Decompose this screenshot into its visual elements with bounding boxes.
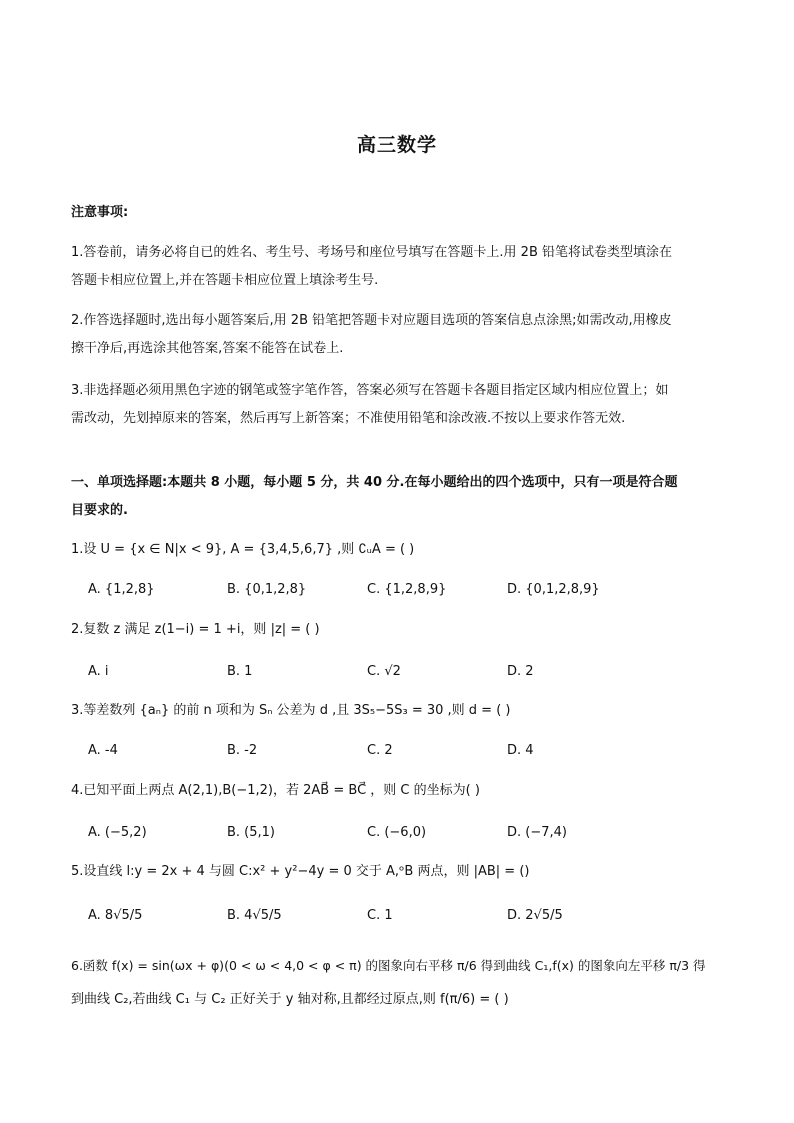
notes-heading: 注意事项:: [71, 205, 129, 220]
q4-option-c: C. (−6,0): [367, 825, 427, 840]
question-2-stem: 2.复数 z 满足 z(1−i) = 1 +i，则 |z| = ( ): [71, 622, 320, 637]
question-6-stem-line-1: 6.函数 f(x) = sin(ωx + φ)(0 < ω < 4,0 < φ < π) 的图象向右平移 π/6 得到曲线 C₁,f(x) 的图象向左平移 π/3 得: [71, 958, 706, 973]
q1-option-d: D. {0,1,2,8,9}: [507, 582, 600, 597]
note-2-line-1: 2.作答选择题时,选出每小题答案后,用 2B 铅笔把答题卡对应题目选项的答案信息点涂黑;如需改动,用橡皮: [71, 313, 672, 328]
q3-option-b: B. -2: [227, 743, 258, 758]
note-3-line-2: 需改动，先划掉原来的答案，然后再写上新答案；不准使用铅笔和涂改液.不按以上要求作答无效.: [71, 411, 626, 426]
question-6-stem-line-2: 到曲线 C₂,若曲线 C₁ 与 C₂ 正好关于 y 轴对称,且都经过原点,则 f(π/6) = ( ): [71, 992, 509, 1007]
page-title: 高三数学: [356, 134, 437, 156]
q1-option-c: C. {1,2,8,9}: [367, 582, 447, 597]
question-5-stem: 5.设直线 l:y = 2x + 4 与圆 C:x² + y²−4y = 0 交于 A,ᵒB 两点，则 |AB| = (): [71, 864, 530, 879]
q4-option-a: A. (−5,2): [88, 825, 147, 840]
q5-option-a: A. 8√5/5: [88, 908, 143, 923]
question-1-stem: 1.设 U = {x ∈ N|x < 9}, A = {3,4,5,6,7} ,则 ∁ᵤA = ( ): [71, 542, 415, 557]
note-1-line-2: 答题卡相应位置上,并在答题卡相应位置上填涂考生号.: [71, 273, 379, 288]
q3-option-d: D. 4: [507, 743, 534, 758]
q3-option-c: C. 2: [367, 743, 393, 758]
q3-option-a: A. -4: [88, 743, 118, 758]
q1-option-a: A. {1,2,8}: [88, 582, 155, 597]
q2-option-d: D. 2: [507, 664, 534, 679]
q1-option-b: B. {0,1,2,8}: [227, 582, 307, 597]
q2-option-b: B. 1: [227, 664, 253, 679]
q4-option-d: D. (−7,4): [507, 825, 567, 840]
note-2-line-2: 擦干净后,再选涂其他答案,答案不能答在试卷上.: [71, 341, 344, 356]
section-heading-line-2: 目要求的.: [71, 503, 128, 518]
q2-option-a: A. i: [88, 664, 109, 679]
note-1-line-1: 1.答卷前，请务必将自已的姓名、考生号、考场号和座位号填写在答题卡上.用 2B 铅笔将试卷类型填涂在: [71, 245, 672, 260]
question-4-stem: 4.已知平面上两点 A(2,1),B(−1,2)，若 2AB⃗ = BC⃗ ，则 C 的坐标为( ): [71, 783, 480, 798]
q5-option-d: D. 2√5/5: [507, 908, 563, 923]
q2-option-c: C. √2: [367, 664, 401, 679]
question-3-stem: 3.等差数列 {aₙ} 的前 n 项和为 Sₙ 公差为 d ,且 3S₅−5S₃ = 30 ,则 d = ( ): [71, 703, 511, 718]
q5-option-c: C. 1: [367, 908, 393, 923]
q5-option-b: B. 4√5/5: [227, 908, 282, 923]
section-heading-line-1: 一、单项选择题:本题共 8 小题，每小题 5 分，共 40 分.在每小题给出的四个选项中，只有一项是符合题: [71, 475, 678, 490]
q4-option-b: B. (5,1): [227, 825, 276, 840]
note-3-line-1: 3.非选择题必须用黑色字迹的钢笔或签字笔作答，答案必须写在答题卡各题目指定区域内相应位置上；如: [71, 383, 669, 398]
